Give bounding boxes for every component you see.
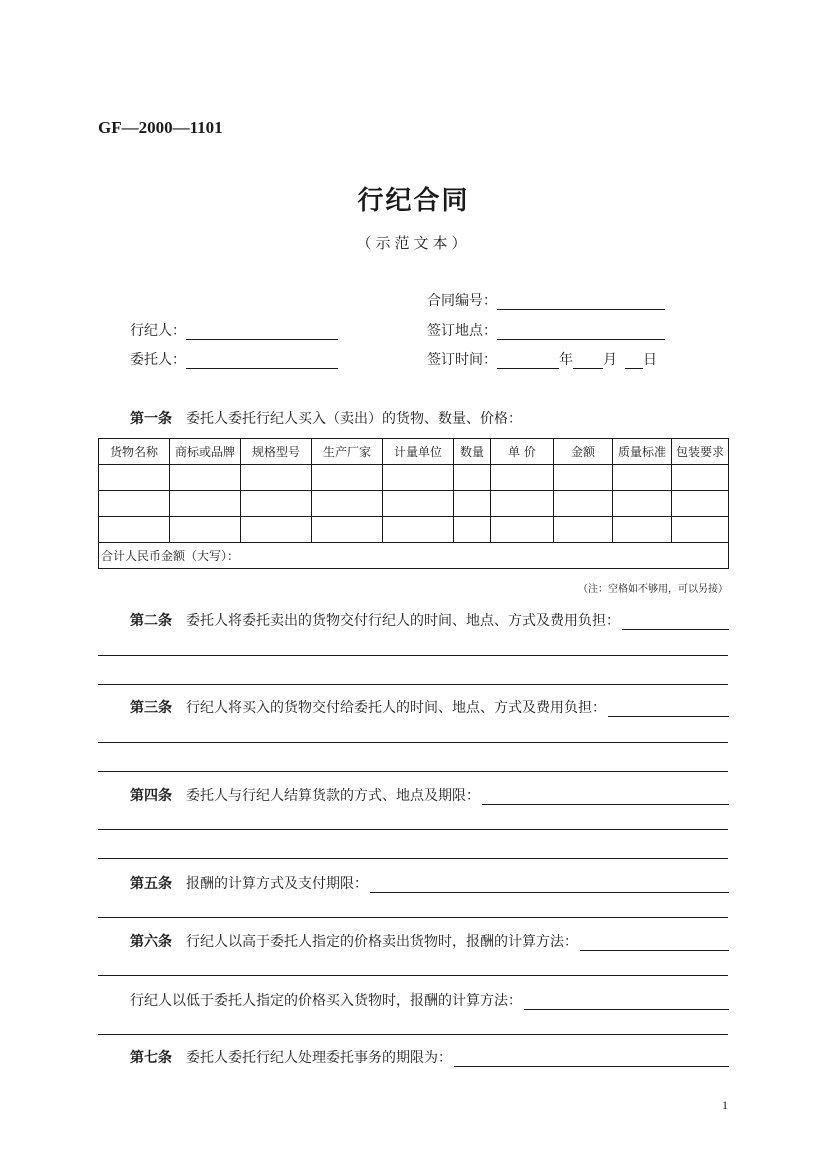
article-3-number: 第三条 bbox=[130, 700, 172, 716]
article-2-number: 第二条 bbox=[130, 613, 172, 629]
article-2-line[interactable] bbox=[98, 684, 728, 685]
table-cell[interactable] bbox=[170, 517, 241, 543]
table-header-row bbox=[99, 439, 729, 465]
table-cell[interactable] bbox=[454, 465, 491, 491]
table-header-cell: 生产厂家 bbox=[312, 439, 383, 465]
contract-title: 行纪合同 bbox=[357, 186, 470, 216]
article-2-text: 委托人将委托卖出的货物交付行纪人的时间、地点、方式及费用负担： bbox=[186, 613, 620, 629]
table-cell[interactable] bbox=[554, 517, 613, 543]
table-cell[interactable] bbox=[170, 465, 241, 491]
sign-place-blank[interactable] bbox=[497, 325, 665, 340]
year-label: 年 bbox=[559, 352, 573, 368]
article-7-number: 第七条 bbox=[130, 1050, 172, 1066]
agent-label: 行纪人： bbox=[130, 323, 186, 339]
article-1-number: 第一条 bbox=[130, 411, 172, 427]
article-5-text: 报酬的计算方式及支付期限： bbox=[186, 876, 368, 892]
article-5-blank[interactable] bbox=[370, 878, 729, 893]
article-5-line[interactable] bbox=[98, 917, 728, 918]
table-cell[interactable] bbox=[383, 517, 454, 543]
table-cell[interactable] bbox=[613, 517, 672, 543]
table-header-cell: 商标或品牌 bbox=[170, 439, 241, 465]
table-cell[interactable] bbox=[312, 517, 383, 543]
article-4-text: 委托人与行纪人结算货款的方式、地点及期限： bbox=[186, 788, 480, 804]
article-3 bbox=[130, 697, 729, 717]
table-cell[interactable] bbox=[383, 491, 454, 517]
table-cell[interactable] bbox=[99, 517, 170, 543]
article-2 bbox=[130, 610, 729, 630]
article-4-number: 第四条 bbox=[130, 788, 172, 804]
table-header-cell: 质量标准 bbox=[613, 439, 672, 465]
document-code: GF—2000—1101 bbox=[98, 118, 223, 137]
article-6-number: 第六条 bbox=[130, 934, 172, 950]
article-1-text: 委托人委托行纪人买入（卖出）的货物、数量、价格： bbox=[186, 411, 522, 427]
table-header-cell: 规格型号 bbox=[241, 439, 312, 465]
day-blank[interactable] bbox=[625, 354, 643, 369]
table-header-cell: 包装要求 bbox=[672, 439, 729, 465]
article-6-second-blank[interactable] bbox=[524, 995, 729, 1010]
table-cell[interactable] bbox=[312, 491, 383, 517]
article-6-second-clause bbox=[130, 990, 729, 1010]
article-3-line[interactable] bbox=[98, 771, 728, 772]
table-cell[interactable] bbox=[672, 517, 729, 543]
table-header-cell: 单 价 bbox=[491, 439, 554, 465]
table-cell[interactable] bbox=[672, 465, 729, 491]
article-6-text: 行纪人以高于委托人指定的价格卖出货物时，报酬的计算方法： bbox=[186, 934, 578, 950]
year-blank[interactable] bbox=[497, 354, 559, 369]
sign-time-label: 签订时间： bbox=[427, 352, 497, 368]
table-cell[interactable] bbox=[241, 491, 312, 517]
article-2-blank[interactable] bbox=[622, 615, 729, 630]
contract-subtitle: （示范文本） bbox=[356, 234, 471, 252]
table-row bbox=[99, 491, 729, 517]
article-6 bbox=[130, 931, 729, 951]
table-cell[interactable] bbox=[99, 491, 170, 517]
total-amount-cell[interactable]: 合计人民币金额（大写）： bbox=[99, 543, 729, 569]
table-cell[interactable] bbox=[613, 465, 672, 491]
article-4-line[interactable] bbox=[98, 829, 728, 830]
table-cell[interactable] bbox=[454, 491, 491, 517]
principal-label: 委托人： bbox=[130, 352, 186, 368]
article-4-line[interactable] bbox=[98, 858, 728, 859]
article-4-blank[interactable] bbox=[482, 790, 729, 805]
agent-field bbox=[130, 320, 338, 340]
article-4 bbox=[130, 785, 729, 805]
goods-table bbox=[98, 438, 729, 569]
article-3-blank[interactable] bbox=[608, 702, 729, 717]
table-header-cell: 数量 bbox=[454, 439, 491, 465]
table-cell[interactable] bbox=[554, 491, 613, 517]
table-header-cell: 货物名称 bbox=[99, 439, 170, 465]
article-6-blank[interactable] bbox=[580, 936, 729, 951]
article-1 bbox=[130, 408, 522, 428]
article-5 bbox=[130, 873, 729, 893]
contract-number-field bbox=[427, 290, 665, 310]
table-row bbox=[99, 465, 729, 491]
sign-time-field bbox=[427, 349, 657, 369]
table-cell[interactable] bbox=[312, 465, 383, 491]
table-header-cell: 计量单位 bbox=[383, 439, 454, 465]
article-7-blank[interactable] bbox=[454, 1052, 729, 1067]
table-cell[interactable] bbox=[454, 517, 491, 543]
table-cell[interactable] bbox=[491, 465, 554, 491]
article-6-second-line[interactable] bbox=[98, 1034, 728, 1035]
table-cell[interactable] bbox=[241, 465, 312, 491]
table-cell[interactable] bbox=[241, 517, 312, 543]
table-cell[interactable] bbox=[491, 491, 554, 517]
principal-blank[interactable] bbox=[186, 354, 338, 369]
table-cell[interactable] bbox=[613, 491, 672, 517]
table-cell[interactable] bbox=[672, 491, 729, 517]
contract-number-blank[interactable] bbox=[497, 295, 665, 310]
month-blank[interactable] bbox=[573, 354, 603, 369]
table-cell[interactable] bbox=[99, 465, 170, 491]
article-3-line[interactable] bbox=[98, 742, 728, 743]
table-total-row bbox=[99, 543, 729, 569]
article-6-second-text: 行纪人以低于委托人指定的价格买入货物时，报酬的计算方法： bbox=[130, 993, 522, 1009]
article-3-text: 行纪人将买入的货物交付给委托人的时间、地点、方式及费用负担： bbox=[186, 700, 606, 716]
article-7 bbox=[130, 1047, 729, 1067]
table-cell[interactable] bbox=[170, 491, 241, 517]
agent-blank[interactable] bbox=[186, 325, 338, 340]
table-cell[interactable] bbox=[554, 465, 613, 491]
sign-place-field bbox=[427, 320, 665, 340]
article-7-text: 委托人委托行纪人处理委托事务的期限为： bbox=[186, 1050, 452, 1066]
page-number: 1 bbox=[722, 1098, 728, 1112]
contract-number-label: 合同编号： bbox=[427, 293, 497, 309]
table-cell[interactable] bbox=[383, 465, 454, 491]
article-5-number: 第五条 bbox=[130, 876, 172, 892]
month-label: 月 bbox=[603, 352, 617, 368]
day-label: 日 bbox=[643, 352, 657, 368]
principal-field bbox=[130, 349, 338, 369]
article-2-line[interactable] bbox=[98, 655, 728, 656]
article-6-line[interactable] bbox=[98, 975, 728, 976]
table-cell[interactable] bbox=[491, 517, 554, 543]
table-header-cell: 金额 bbox=[554, 439, 613, 465]
table-note: （注：空格如不够用，可以另接） bbox=[578, 584, 728, 595]
table-row bbox=[99, 517, 729, 543]
sign-place-label: 签订地点： bbox=[427, 323, 497, 339]
